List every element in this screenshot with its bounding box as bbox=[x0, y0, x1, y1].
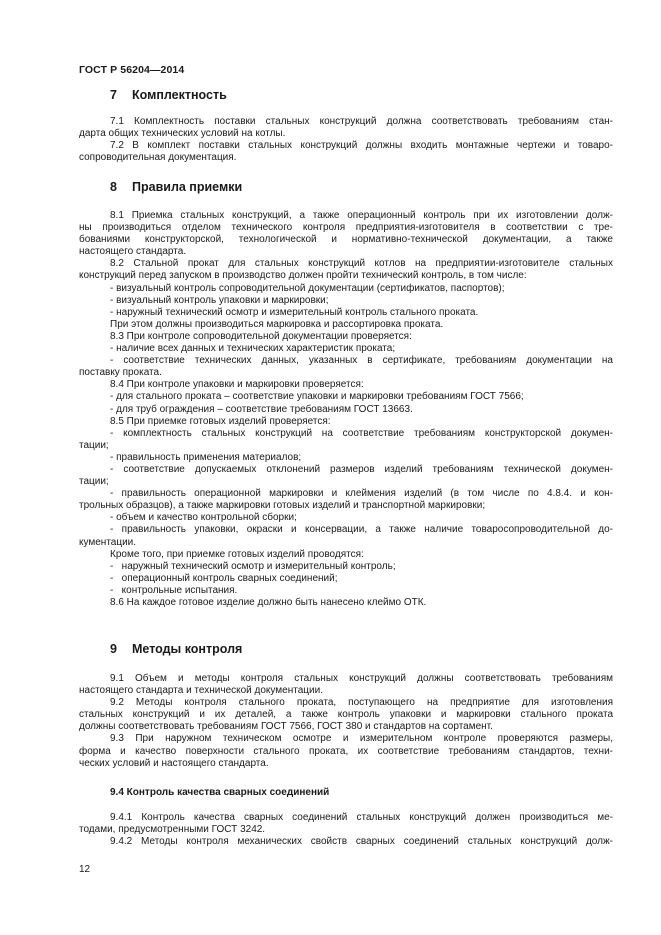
paragraph-line: форма и качество поверхности стального проката, их соответствие требованиям стандартов, техни- bbox=[79, 745, 613, 757]
paragraph-line: ческих условий и настоящего стандарта. bbox=[79, 757, 269, 769]
section-9-heading bbox=[110, 642, 242, 656]
paragraph-line: тации; bbox=[79, 439, 109, 451]
paragraph-line: 8.6 На каждое готовое изделие должно быть нанесено клеймо ОТК. bbox=[110, 597, 427, 608]
list-item: - визуальный контроль сопроводительной документации (сертификатов, паспортов); bbox=[110, 282, 505, 294]
paragraph-line: трольных образцов), а также маркировки готовых изделий и транспортной маркировки; bbox=[79, 500, 486, 512]
paragraph-line: 7.1 Комплектность поставки стальных конструкций должна соответствовать требованиям стан- bbox=[110, 116, 613, 127]
paragraph-line: 8.2 Стальной прокат для стальных конструкций котлов на предприятии-изготовителе стальных bbox=[110, 258, 613, 270]
paragraph-line: 7.2 В комплект поставки стальных конструкций должны входить монтажные чертежи и товаро- bbox=[110, 140, 613, 152]
list-item: - соответствие допускаемых отклонений размеров изделий требованиям технической докумен- bbox=[110, 463, 613, 475]
list-item: - правильность применения материалов; bbox=[110, 451, 302, 463]
section-title: Правила приемки bbox=[132, 180, 243, 194]
paragraph-line: Кроме того, при приемке готовых изделий проводятся: bbox=[110, 548, 364, 560]
list-item: - наличие всех данных и технических характеристик проката; bbox=[110, 343, 396, 355]
paragraph-line: должны соответствовать требованиям ГОСТ 7566, ГОСТ 380 и стандартов на сортамент. bbox=[79, 721, 493, 733]
paragraph-line: тодами, предусмотренными ГОСТ 3242. bbox=[79, 824, 266, 836]
section-7-body bbox=[79, 116, 613, 164]
section-7-heading bbox=[110, 88, 227, 102]
list-item: - операционный контроль сварных соединений; bbox=[110, 572, 338, 584]
section-8-heading bbox=[110, 180, 242, 194]
paragraph-line: дарта общих технических условий на котлы. bbox=[79, 128, 286, 140]
section-8-body bbox=[79, 210, 613, 609]
paragraph-line: 8.4 При контроле упаковки и маркировки проверяется: bbox=[110, 379, 364, 391]
paragraph-line: 9.4.2 Методы контроля механических свойств сварных соединений стальных конструкций долж- bbox=[110, 836, 613, 848]
list-item: - контрольные испытания. bbox=[110, 584, 238, 596]
list-item: - наружный технический осмотр и измерительный контроль стального проката. bbox=[110, 306, 479, 318]
paragraph-line: 8.1 Приемка стальных конструкций, а также операционный контроль при их изготовлении долж- bbox=[110, 210, 613, 221]
document-header: ГОСТ Р 56204—2014 bbox=[79, 64, 185, 76]
paragraph-line: 8.3 При контроле сопроводительной документации проверяется: bbox=[110, 330, 412, 342]
section-number: 7 bbox=[110, 88, 117, 102]
list-item: - объем и качество контрольной сборки; bbox=[110, 512, 297, 524]
section-title: Комплектность bbox=[132, 88, 227, 102]
list-item: - комплектность стальных конструкций на соответствие требованиям конструкторской докумен- bbox=[110, 427, 613, 439]
list-item: - правильность упаковки, окраски и консервации, а также наличие товаросопроводительной до- bbox=[110, 524, 613, 536]
paragraph-line: ны производиться отделом технического контроля предприятия-изготовителя в соответствии с тре- bbox=[79, 222, 613, 234]
section-9-body bbox=[79, 673, 613, 770]
section-number: 9 bbox=[110, 642, 117, 656]
list-item: - соответствие технических данных, указанных в сертификате, требованиям документации на bbox=[110, 355, 613, 367]
paragraph-line: 9.4.1 Контроль качества сварных соединений стальных конструкций должен производиться ме- bbox=[110, 812, 613, 823]
paragraph-line: сопроводительная документация. bbox=[79, 152, 237, 164]
paragraph-line: настоящего стандарта и технической документации. bbox=[79, 685, 323, 697]
page-number: 12 bbox=[79, 864, 91, 875]
subsection-9-4-heading: 9.4 Контроль качества сварных соединений bbox=[110, 787, 330, 798]
paragraph-line: конструкций перед запуском в производство должен пройти технический контроль, в том числе: bbox=[79, 270, 527, 282]
list-item: - правильность операционной маркировки и клеймения изделий (в том числе по 4.8.4. и кон- bbox=[110, 488, 613, 500]
paragraph-line: При этом должны производиться маркировка и рассортировка проката. bbox=[110, 318, 444, 330]
list-item: - наружный технический осмотр и измерительный контроль; bbox=[110, 560, 396, 572]
paragraph-line: 8.5 При приемке готовых изделий проверяется: bbox=[110, 415, 331, 427]
section-title: Методы контроля bbox=[132, 642, 243, 656]
subsection-9-4-body bbox=[79, 812, 613, 848]
paragraph-line: кументации. bbox=[79, 536, 137, 548]
paragraph-line: стальных конструкций и их деталей, а также контроль упаковки и маркировки стального проката bbox=[79, 709, 613, 721]
paragraph-line: бованиями конструкторской, технологической и нормативно-технической документации, а также bbox=[79, 234, 613, 246]
section-number: 8 bbox=[110, 180, 117, 194]
paragraph-line: поставку проката. bbox=[79, 367, 162, 379]
paragraph-line: настоящего стандарта. bbox=[79, 246, 187, 258]
paragraph-line: 9.2 Методы контроля стального проката, поступающего на предприятие для изготовления bbox=[110, 697, 613, 709]
list-item: - для стального проката – соответствие упаковки и маркировки требованиям ГОСТ 7566; bbox=[110, 391, 524, 403]
paragraph-line: тации; bbox=[79, 476, 109, 488]
paragraph-line: 9.3 При наружном техническом осмотре и измерительном контроле проверяются размеры, bbox=[110, 733, 613, 745]
list-item: - визуальный контроль упаковки и маркировки; bbox=[110, 294, 329, 306]
paragraph-line: 9.1 Объем и методы контроля стальных конструкций должны соответствовать требованиям bbox=[110, 673, 613, 684]
list-item: - для труб ограждения – соответствие требованиям ГОСТ 13663. bbox=[110, 403, 413, 415]
